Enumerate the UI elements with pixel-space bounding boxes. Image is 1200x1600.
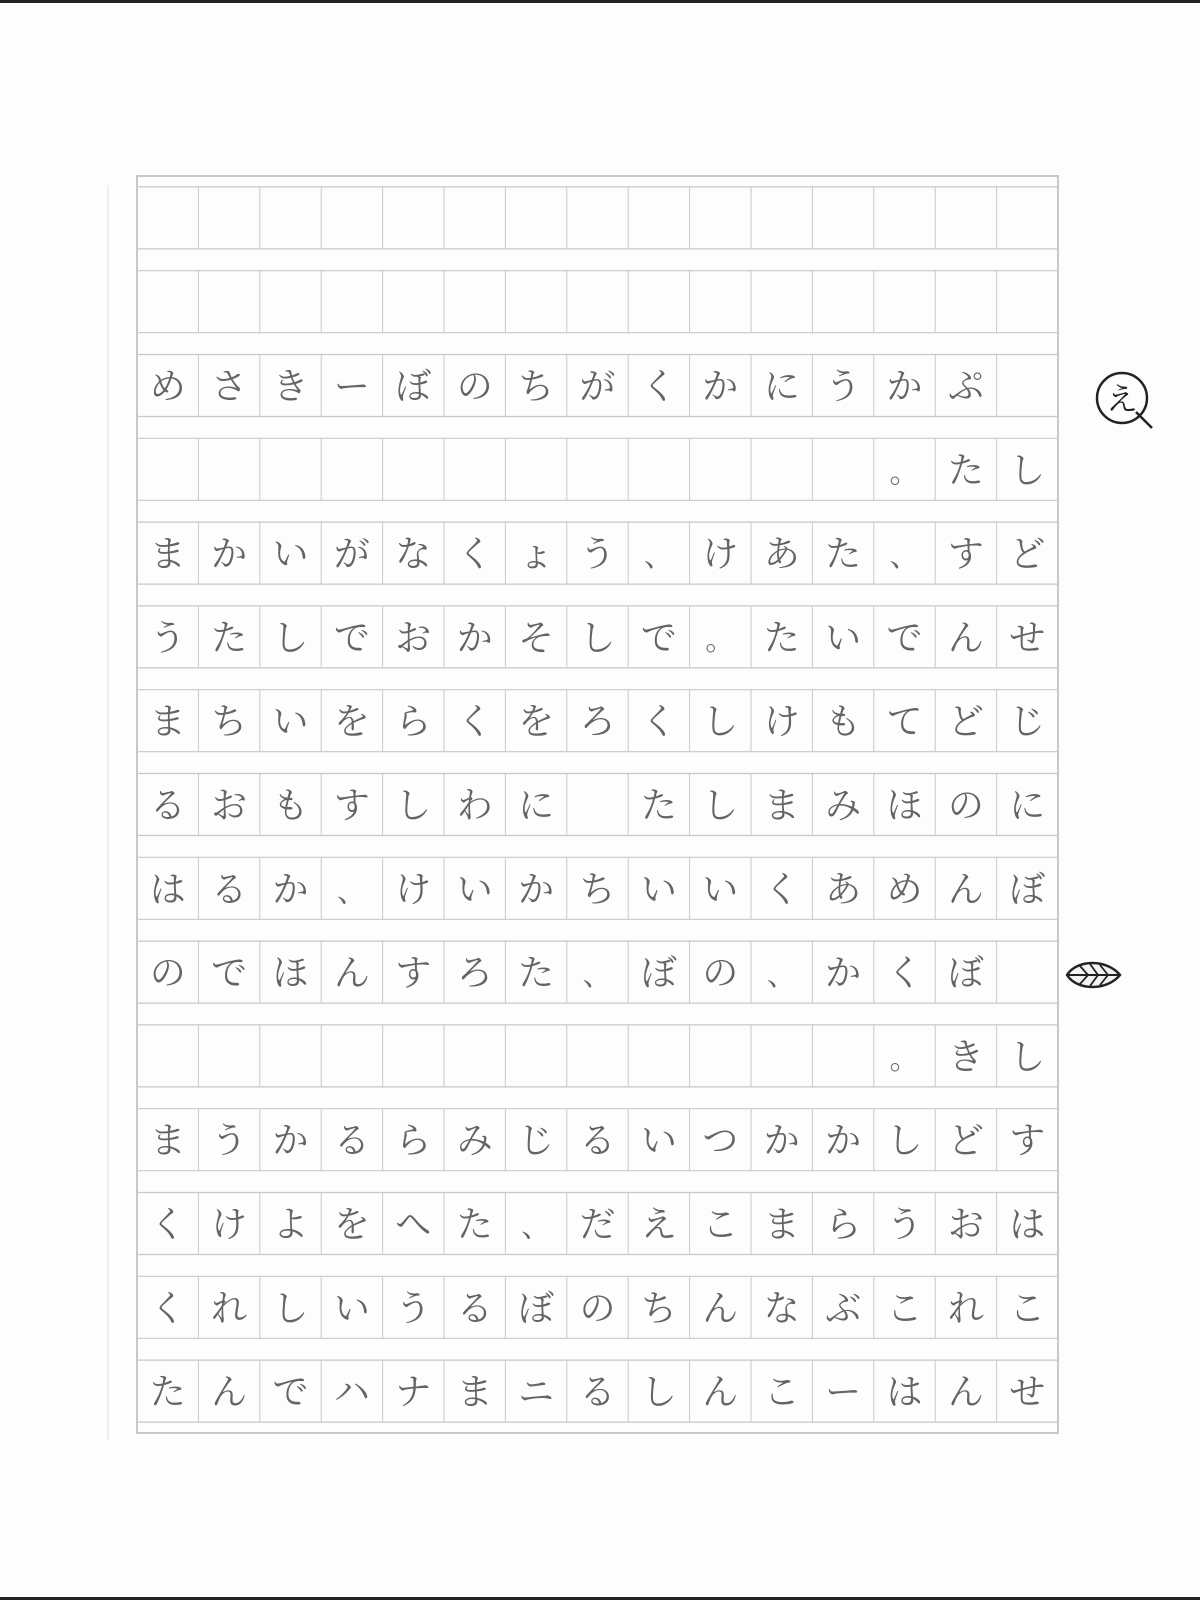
handwritten-character: ど xyxy=(1009,534,1046,576)
handwritten-character: の xyxy=(702,953,739,995)
handwritten-character: た xyxy=(947,450,984,492)
handwritten-character: か xyxy=(702,366,739,408)
handwritten-character: お xyxy=(947,1204,984,1246)
handwritten-character: ら xyxy=(825,1204,862,1246)
handwritten-character: た xyxy=(763,617,800,659)
handwritten-character: か xyxy=(456,617,493,659)
handwritten-character: は xyxy=(149,869,186,911)
handwritten-character: ま xyxy=(763,785,800,827)
handwritten-character: お xyxy=(395,617,432,659)
handwritten-character: み xyxy=(825,785,862,827)
handwritten-character: が xyxy=(333,534,370,576)
handwritten-character: 。 xyxy=(705,622,736,658)
handwritten-character: お xyxy=(211,785,248,827)
handwritten-character: る xyxy=(149,785,186,827)
handwritten-character: い xyxy=(272,534,309,576)
handwritten-character: か xyxy=(272,869,309,911)
handwritten-character: ま xyxy=(149,1120,186,1162)
handwritten-character: け xyxy=(702,534,739,576)
handwritten-character: で xyxy=(333,617,370,659)
handwritten-character: ま xyxy=(456,1372,493,1414)
handwritten-character: い xyxy=(272,701,309,743)
handwritten-character: の xyxy=(579,1288,616,1330)
handwritten-character: 、 xyxy=(521,1209,552,1245)
handwritten-character: し xyxy=(1009,1036,1046,1078)
handwritten-character: あ xyxy=(763,534,800,576)
handwritten-character: 、 xyxy=(336,874,367,910)
handwritten-character: ー xyxy=(825,1372,862,1414)
handwritten-character: き xyxy=(272,366,309,408)
handwritten-character: ぶ xyxy=(825,1288,862,1330)
handwritten-character: す xyxy=(395,953,432,995)
handwritten-character: ま xyxy=(149,701,186,743)
handwritten-character: で xyxy=(640,617,677,659)
handwritten-character: つ xyxy=(702,1120,739,1162)
handwritten-character: そ xyxy=(518,617,555,659)
handwritten-character: せ xyxy=(1009,617,1046,659)
handwritten-character: ぼ xyxy=(395,366,432,408)
handwritten-character: く xyxy=(456,534,493,576)
handwritten-character: ハ xyxy=(333,1372,370,1414)
handwritten-character: 、 xyxy=(766,958,797,994)
circled-mark-label: え xyxy=(1105,380,1139,418)
handwritten-character: な xyxy=(395,534,432,576)
handwritten-character: く xyxy=(640,366,677,408)
handwritten-character: ー xyxy=(333,366,370,408)
handwritten-character: さ xyxy=(211,366,248,408)
handwritten-character: に xyxy=(1009,785,1046,827)
handwritten-character: て xyxy=(886,701,923,743)
handwritten-character: し xyxy=(272,1288,309,1330)
handwritten-character: も xyxy=(825,701,862,743)
handwritten-character: ど xyxy=(947,701,984,743)
handwritten-character: わ xyxy=(456,785,493,827)
handwritten-character: を xyxy=(518,701,555,743)
handwritten-character: ぼ xyxy=(640,953,677,995)
handwritten-character: ょ xyxy=(518,534,555,576)
handwritten-character: こ xyxy=(763,1372,800,1414)
handwritten-character: ん xyxy=(947,617,984,659)
handwritten-character: 、 xyxy=(643,539,674,575)
handwritten-character: ん xyxy=(702,1288,739,1330)
handwritten-character: き xyxy=(947,1036,984,1078)
handwritten-character: か xyxy=(825,1120,862,1162)
handwritten-character: け xyxy=(763,701,800,743)
handwritten-character: れ xyxy=(211,1288,248,1330)
handwritten-character: う xyxy=(211,1120,248,1162)
handwritten-character: れ xyxy=(947,1288,984,1330)
handwritten-character: す xyxy=(947,534,984,576)
handwritten-character: を xyxy=(333,701,370,743)
handwritten-character: ぼ xyxy=(947,953,984,995)
handwritten-character: し xyxy=(640,1372,677,1414)
handwritten-character: ぼ xyxy=(518,1288,555,1330)
handwritten-character: し xyxy=(702,701,739,743)
handwritten-character: く xyxy=(886,953,923,995)
handwritten-character: か xyxy=(211,534,248,576)
handwritten-character: ち xyxy=(518,366,555,408)
handwritten-character: る xyxy=(456,1288,493,1330)
handwritten-character: る xyxy=(579,1120,616,1162)
handwritten-character: ほ xyxy=(886,785,923,827)
handwritten-character: 、 xyxy=(889,539,920,575)
handwritten-character: し xyxy=(395,785,432,827)
handwritten-character: も xyxy=(272,785,309,827)
handwritten-character: で xyxy=(886,617,923,659)
handwritten-character: ん xyxy=(333,953,370,995)
handwritten-character: た xyxy=(456,1204,493,1246)
handwritten-character: が xyxy=(579,366,616,408)
handwritten-character: ん xyxy=(211,1372,248,1414)
handwritten-character: は xyxy=(886,1372,923,1414)
handwritten-character: 、 xyxy=(582,958,613,994)
handwritten-character: た xyxy=(518,953,555,995)
handwritten-character: し xyxy=(272,617,309,659)
handwritten-character: め xyxy=(886,869,923,911)
handwritten-character: し xyxy=(886,1120,923,1162)
handwritten-character: ニ xyxy=(518,1372,555,1414)
handwritten-character: ぷ xyxy=(947,366,984,408)
handwritten-character: く xyxy=(149,1204,186,1246)
handwritten-character: し xyxy=(702,785,739,827)
handwritten-character: く xyxy=(149,1288,186,1330)
leaf-icon xyxy=(1067,963,1120,987)
handwritten-character: け xyxy=(395,869,432,911)
handwritten-character: ろ xyxy=(579,701,616,743)
handwritten-character: に xyxy=(763,366,800,408)
handwritten-character: こ xyxy=(886,1288,923,1330)
handwritten-character: い xyxy=(640,869,677,911)
handwritten-character: な xyxy=(763,1288,800,1330)
handwritten-character: ち xyxy=(579,869,616,911)
handwritten-character: る xyxy=(579,1372,616,1414)
handwritten-character: う xyxy=(395,1288,432,1330)
handwritten-character: ぼ xyxy=(1009,869,1046,911)
handwritten-character: に xyxy=(518,785,555,827)
handwritten-character: か xyxy=(272,1120,309,1162)
handwritten-character: の xyxy=(456,366,493,408)
handwritten-character: い xyxy=(456,869,493,911)
handwritten-character: の xyxy=(947,785,984,827)
handwritten-character: い xyxy=(825,617,862,659)
circled-mark xyxy=(1097,373,1152,428)
handwritten-character: か xyxy=(825,953,862,995)
handwritten-character: く xyxy=(456,701,493,743)
handwritten-character: こ xyxy=(1009,1288,1046,1330)
handwritten-character: う xyxy=(149,617,186,659)
handwritten-character: よ xyxy=(272,1204,309,1246)
handwritten-character: く xyxy=(640,701,677,743)
handwritten-character: じ xyxy=(518,1120,555,1162)
handwritten-character: た xyxy=(825,534,862,576)
handwritten-character: か xyxy=(763,1120,800,1162)
handwritten-character: ろ xyxy=(456,953,493,995)
handwritten-character: で xyxy=(272,1372,309,1414)
handwritten-character: た xyxy=(211,617,248,659)
handwritten-character: み xyxy=(456,1120,493,1162)
handwritten-character: 。 xyxy=(889,1041,920,1077)
handwritten-character: ま xyxy=(763,1204,800,1246)
handwritten-character: ち xyxy=(640,1288,677,1330)
handwritten-character: う xyxy=(825,366,862,408)
handwritten-character: い xyxy=(702,869,739,911)
handwritten-character: う xyxy=(579,534,616,576)
handwritten-character: へ xyxy=(395,1204,432,1246)
handwritten-character: ど xyxy=(947,1120,984,1162)
handwritten-character: え xyxy=(640,1204,677,1246)
handwritten-character: ん xyxy=(947,1372,984,1414)
handwritten-character: こ xyxy=(702,1204,739,1246)
handwritten-character: じ xyxy=(1009,701,1046,743)
handwritten-character: ら xyxy=(395,1120,432,1162)
handwritten-character: は xyxy=(1009,1204,1046,1246)
handwritten-character: か xyxy=(518,869,555,911)
handwritten-character: で xyxy=(211,953,248,995)
handwritten-character: を xyxy=(333,1204,370,1246)
handwritten-character: た xyxy=(640,785,677,827)
handwritten-character: か xyxy=(886,366,923,408)
handwritten-character: ん xyxy=(947,869,984,911)
handwritten-character: ら xyxy=(395,701,432,743)
handwritten-character: い xyxy=(640,1120,677,1162)
handwritten-character: す xyxy=(1009,1120,1046,1162)
handwritten-character: う xyxy=(886,1204,923,1246)
handwritten-character: 。 xyxy=(889,455,920,491)
handwritten-character: る xyxy=(211,869,248,911)
handwritten-character: め xyxy=(149,366,186,408)
handwritten-character: し xyxy=(579,617,616,659)
handwritten-character: ん xyxy=(702,1372,739,1414)
handwritten-character: ち xyxy=(211,701,248,743)
handwritten-character: ま xyxy=(149,534,186,576)
handwritten-character: く xyxy=(763,869,800,911)
handwritten-character: た xyxy=(149,1372,186,1414)
handwritten-character: い xyxy=(333,1288,370,1330)
handwritten-character: ほ xyxy=(272,953,309,995)
handwritten-character: す xyxy=(333,785,370,827)
handwritten-character: せ xyxy=(1009,1372,1046,1414)
handwritten-character: の xyxy=(149,953,186,995)
handwritten-character: だ xyxy=(579,1204,616,1246)
handwritten-character: る xyxy=(333,1120,370,1162)
handwritten-character: ナ xyxy=(395,1372,432,1414)
handwritten-character: け xyxy=(211,1204,248,1246)
handwritten-character: あ xyxy=(825,869,862,911)
handwritten-character: し xyxy=(1009,450,1046,492)
